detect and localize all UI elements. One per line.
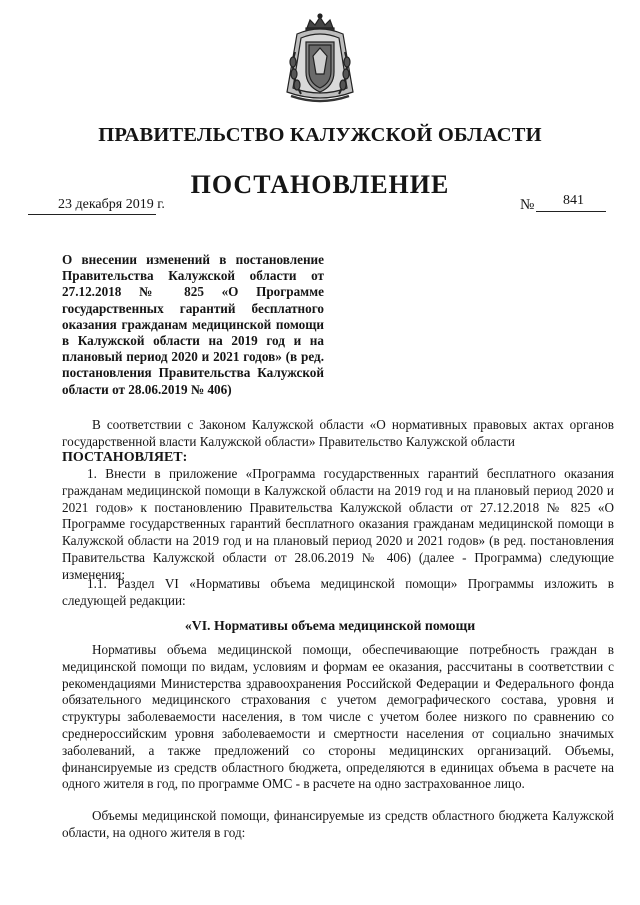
decree-subject: О внесении изменений в постановление Правительства Калужской области от 27.12.2018 № 825 «О Программе государственных гарантий бесплатного оказания гражданам медицинской помощи в Калужской области на 2019 год и на плановый период 2020 и 2021 годов» (в ред. постановления Правительства Калужской области от 28.06.2019 № 406) [62,252,324,397]
document-type-title: ПОСТАНОВЛЕНИЕ [190,170,450,199]
government-name: ПРАВИТЕЛЬСТВО КАЛУЖСКОЙ ОБЛАСТИ [98,124,542,146]
number-sign: № [520,197,535,213]
preamble: В соответствии с Законом Калужской области «О нормативных правовых актах органов государственной власти Калужской области» Правительство Калужской области [62,417,614,449]
item-1: 1. Внести в приложение «Программа государственных гарантий бесплатного оказания гражданам медицинской помощи в Калужской области на 2019 год и на плановый период 2020 и 2021 годов» к постановлению Правительства Калужской области от 27.12.2018 № 825 «О Программе государственных гарантий бесплатного оказания гражданам медицинской помощи в Калужской области на 2019 год и на плановый период 2020 и 2021 годов» (в ред. постановления Правительства Калужской области от 28.06.2019 № 406) (далее - Программа) следующие изменения: [62,466,614,582]
decree-number: 841 [563,193,584,208]
coat-of-arms-icon [279,12,361,104]
decree-date: 23 декабря 2019 г. [58,197,165,212]
number-underline [536,211,606,212]
date-underline [28,214,156,215]
item-1-1: 1.1. Раздел VI «Нормативы объема медицинской помощи» Программы изложить в следующей редакции: [62,576,614,608]
section-title: «VI. Нормативы объема медицинской помощи [184,618,476,633]
paragraph-volumes: Объемы медицинской помощи, финансируемые из средств областного бюджета Калужской области, на одного жителя в год: [62,808,614,840]
decrees-word: ПОСТАНОВЛЯЕТ: [62,450,188,465]
paragraph-norms: Нормативы объема медицинской помощи, обеспечивающие потребность граждан в медицинской помощи по видам, условиям и формам ее оказания, рассчитаны в соответствии с рекомендациями Министерства здравоохранения Российской Федерации и Федерального фонда обязательного медицинского страхования с учетом демографического состава, уровня и структуры заболеваемости населения, в том числе с учетом более низкого по сравнению со среднероссийским уровня заболеваемости и смертности населения от социально значимых заболеваний, а также предложений со стороны медицинских организаций. Объемы, финансируемые из средств областного бюджета, определяются в единицах объема в расчете на одного жителя в год, по программе ОМС - в расчете на одно застрахованное лицо. [62,642,614,792]
